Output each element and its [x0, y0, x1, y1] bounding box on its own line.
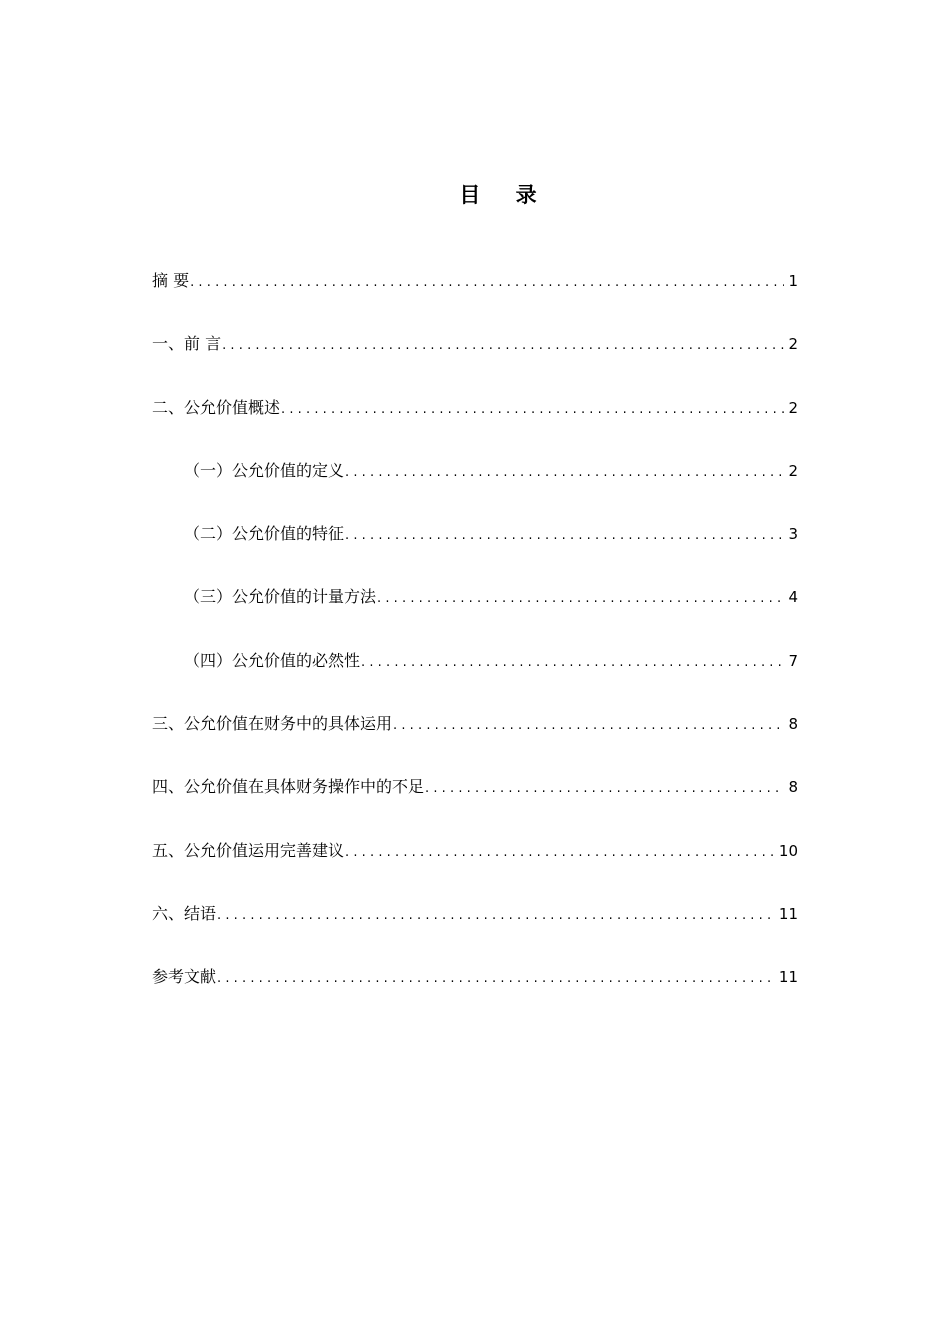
- toc-entry-text: 六、结语: [152, 903, 217, 923]
- toc-entry-text: 五、公允价值运用完善建议: [152, 840, 345, 860]
- toc-entry-text: （二）公允价值的特征: [184, 524, 345, 544]
- toc-entry[interactable]: [152, 329, 798, 392]
- toc-entry[interactable]: [152, 899, 798, 962]
- toc-entry-text: 三、公允价值在财务中的具体运用: [152, 714, 393, 734]
- toc-entry-text: （四）公允价值的必然性: [184, 650, 361, 670]
- toc-page-number: 3: [788, 525, 798, 544]
- toc-dot-leader: [345, 838, 775, 868]
- toc-entry-text: 四、公允价值在具体财务操作中的不足: [152, 777, 425, 797]
- toc-entry-text: （一）公允价值的定义: [184, 460, 345, 480]
- toc-page-number: 2: [788, 398, 798, 417]
- toc-page-number: 10: [778, 841, 798, 860]
- toc-page-number: 7: [788, 651, 798, 670]
- toc-entry-text: 摘 要: [152, 271, 190, 290]
- toc-dot-leader: [190, 268, 784, 298]
- toc-entry[interactable]: [152, 836, 798, 899]
- toc-page-number: 8: [788, 715, 798, 734]
- toc-title: 目 录: [459, 183, 551, 207]
- toc-dot-leader: [345, 458, 784, 488]
- toc-page-number: 2: [788, 461, 798, 480]
- toc-entry[interactable]: [152, 393, 798, 456]
- toc-dot-leader: [222, 331, 784, 361]
- toc-dot-leader: [361, 648, 784, 678]
- toc-subentry[interactable]: [152, 582, 798, 645]
- toc-dot-leader: [345, 521, 784, 551]
- toc-page-number: 2: [788, 335, 798, 354]
- toc-dot-leader: [425, 774, 784, 804]
- toc-page-number: 4: [788, 588, 798, 607]
- toc-entry[interactable]: [152, 962, 798, 1025]
- toc-dot-leader: [377, 584, 784, 614]
- toc-entry[interactable]: [152, 772, 798, 835]
- toc-subentry[interactable]: [152, 456, 798, 519]
- toc-entry-text: 一、前 言: [152, 334, 222, 354]
- toc-page-number: 11: [778, 968, 798, 987]
- toc-entry[interactable]: [152, 709, 798, 772]
- toc-entry-text: 参考文献: [152, 967, 217, 987]
- toc-page-number: 1: [788, 272, 798, 290]
- toc-dot-leader: [217, 964, 775, 994]
- toc-dot-leader: [393, 711, 784, 741]
- toc-page-number: 8: [788, 778, 798, 797]
- toc-page-number: 11: [778, 904, 798, 923]
- toc-entry[interactable]: [152, 266, 798, 329]
- toc-entry-text: 二、公允价值概述: [152, 397, 281, 417]
- toc-subentry[interactable]: [152, 519, 798, 582]
- toc-list: [152, 266, 798, 1026]
- toc-subentry[interactable]: [152, 646, 798, 709]
- toc-entry-text: （三）公允价值的计量方法: [184, 587, 377, 607]
- toc-dot-leader: [217, 901, 775, 931]
- toc-dot-leader: [281, 395, 784, 425]
